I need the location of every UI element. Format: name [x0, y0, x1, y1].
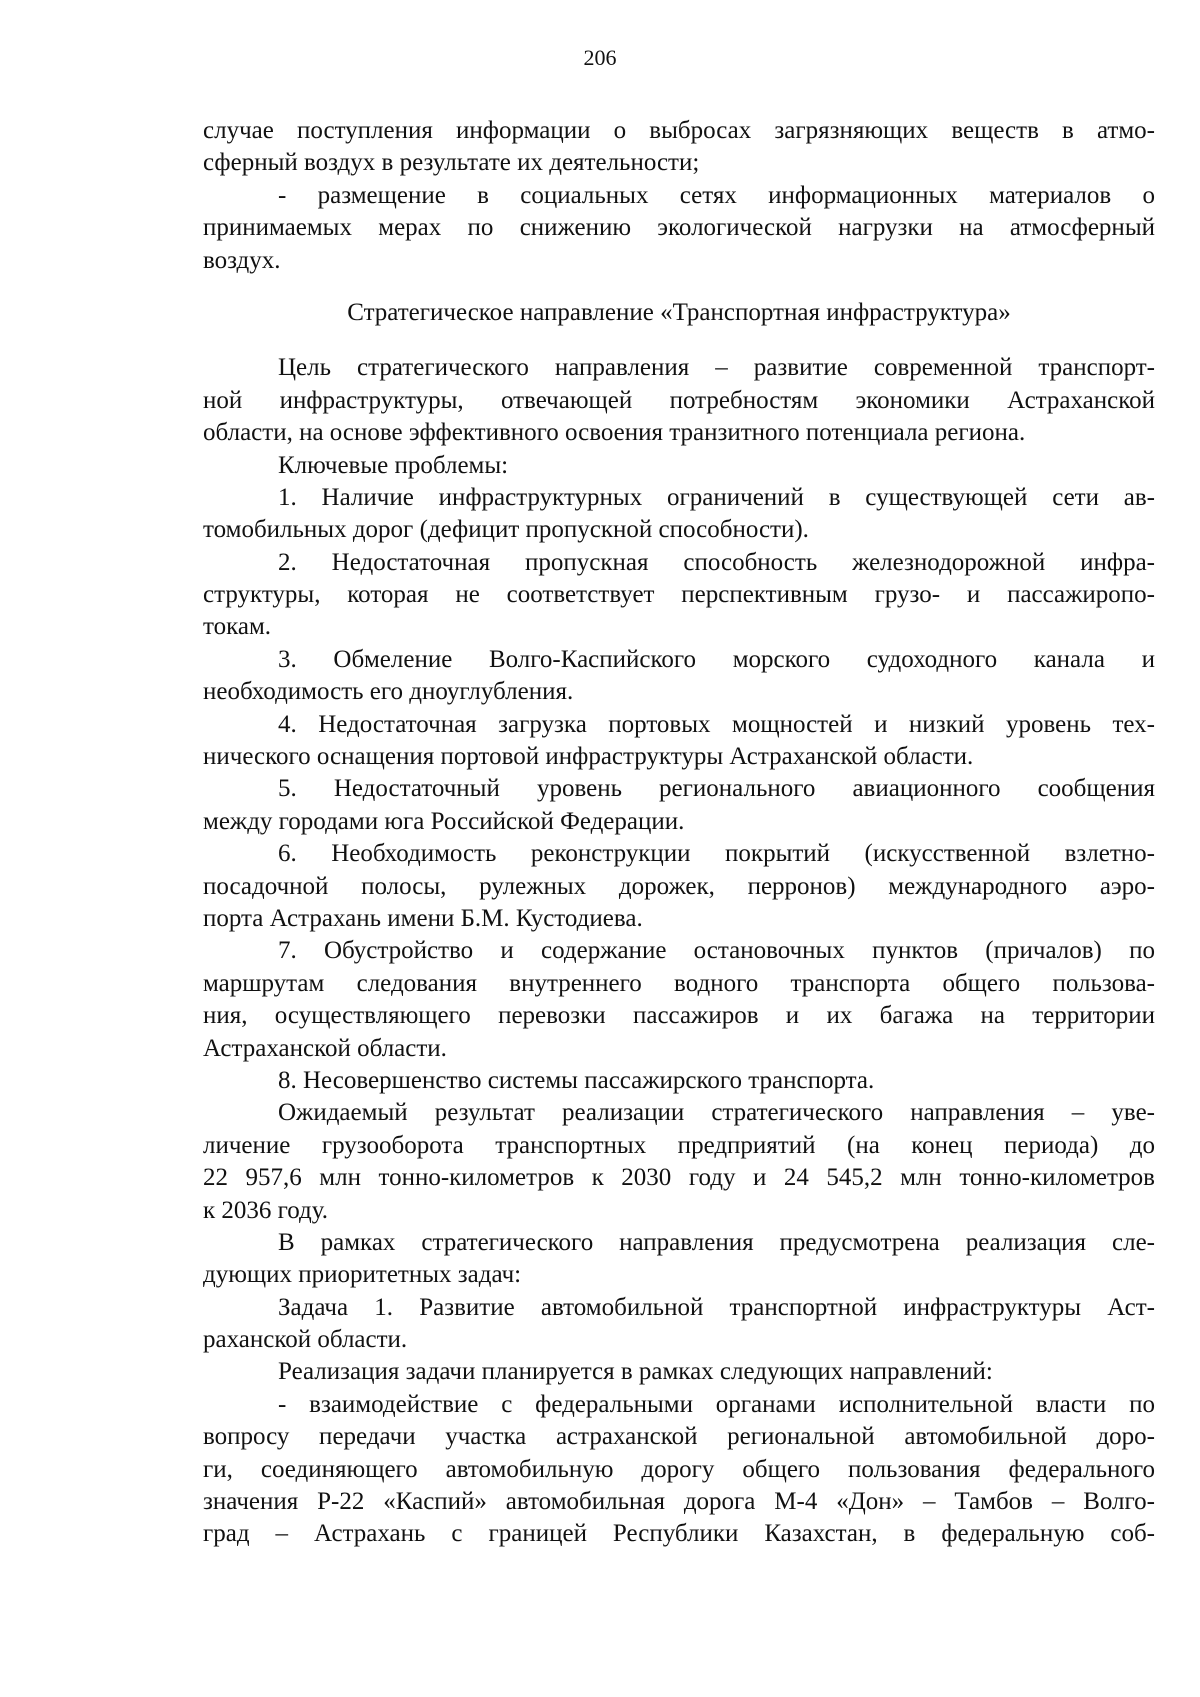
text-line: 2. Недостаточная пропускная способность железнодорожной инфра-	[278, 548, 1155, 576]
text-line: принимаемых мерах по снижению экологической нагрузки на атмосферный	[203, 214, 1155, 242]
text-line: случае поступления информации о выбросах загрязняющих веществ в атмо-	[203, 117, 1155, 144]
text-line: Задача 1. Развитие автомобильной транспортной инфраструктуры Аст-	[278, 1293, 1155, 1321]
text-line: ной инфраструктуры, отвечающей потребностям экономики Астраханской	[203, 386, 1155, 414]
text-line: - взаимодействие с федеральными органами исполнительной власти по	[278, 1390, 1155, 1418]
text-line: сферный воздух в результате их деятельности;	[203, 149, 700, 177]
text-line: значения Р-22 «Каспий» автомобильная дорога М-4 «Дон» – Тамбов – Волго-	[203, 1488, 1155, 1516]
text-line: области, на основе эффективного освоения транзитного потенциала региона.	[203, 419, 1026, 447]
text-line: воздух.	[203, 246, 281, 274]
text-line: личение грузооборота транспортных предприятий (на конец периода) до	[203, 1131, 1155, 1159]
text-line: Ключевые проблемы:	[278, 451, 509, 479]
text-line: структуры, которая не соответствует перспективным грузо- и пассажиропо-	[203, 581, 1155, 609]
text-line: вопросу передачи участка астраханской региональной автомобильной доро-	[203, 1423, 1155, 1451]
text-line: 7. Обустройство и содержание остановочных пунктов (причалов) по	[278, 937, 1155, 965]
text-line: Астраханской области.	[203, 1034, 447, 1062]
text-line: 22 957,6 млн тонно-километров к 2030 году и 24 545,2 млн тонно-километров	[203, 1164, 1155, 1192]
document-body	[203, 115, 1155, 1551]
text-line: раханской области.	[203, 1326, 408, 1354]
text-line: 1. Наличие инфраструктурных ограничений в существующей сети ав-	[278, 483, 1155, 511]
text-line: 5. Недостаточный уровень регионального авиационного сообщения	[278, 775, 1155, 803]
text-line: маршрутам следования внутреннего водного транспорта общего пользова-	[203, 969, 1155, 997]
text-line: град – Астрахань с границей Республики Казахстан, в федеральную соб-	[203, 1520, 1155, 1548]
text-line: токам.	[203, 613, 272, 641]
text-line: 4. Недостаточная загрузка портовых мощностей и низкий уровень тех-	[278, 710, 1155, 738]
text-line: посадочной полосы, рулежных дорожек, перронов) международного аэро-	[203, 872, 1155, 900]
text-line: Реализация задачи планируется в рамках следующих направлений:	[278, 1358, 993, 1386]
text-line: - размещение в социальных сетях информационных материалов о	[278, 181, 1155, 209]
text-line: 6. Необходимость реконструкции покрытий (искусственной взлетно-	[278, 840, 1155, 868]
text-line: томобильных дорог (дефицит пропускной способности).	[203, 516, 809, 544]
text-line: В рамках стратегического направления предусмотрена реализация сле-	[278, 1228, 1155, 1256]
text-line: Ожидаемый результат реализации стратегического направления – уве-	[278, 1099, 1155, 1127]
text-line: между городами юга Российской Федерации.	[203, 807, 685, 835]
text-line: необходимость его дноуглубления.	[203, 678, 574, 706]
text-line: ги, соединяющего автомобильную дорогу общего пользования федерального	[203, 1455, 1155, 1483]
section-heading: Стратегическое направление «Транспортная инфраструктура»	[347, 298, 1011, 326]
text-line: ния, осуществляющего перевозки пассажиров и их багажа на территории	[203, 1002, 1155, 1030]
text-line: Цель стратегического направления – развитие современной транспорт-	[278, 354, 1155, 382]
text-line: 3. Обмеление Волго-Каспийского морского судоходного канала и	[278, 645, 1155, 673]
text-line: к 2036 году.	[203, 1196, 329, 1224]
text-line: 8. Несовершенство системы пассажирского транспорта.	[278, 1066, 875, 1094]
page-number: 206	[583, 45, 617, 70]
text-line: дующих приоритетных задач:	[203, 1261, 522, 1289]
text-line: нического оснащения портовой инфраструктуры Астраханской области.	[203, 743, 974, 771]
text-line: порта Астрахань имени Б.М. Кустодиева.	[203, 904, 643, 932]
